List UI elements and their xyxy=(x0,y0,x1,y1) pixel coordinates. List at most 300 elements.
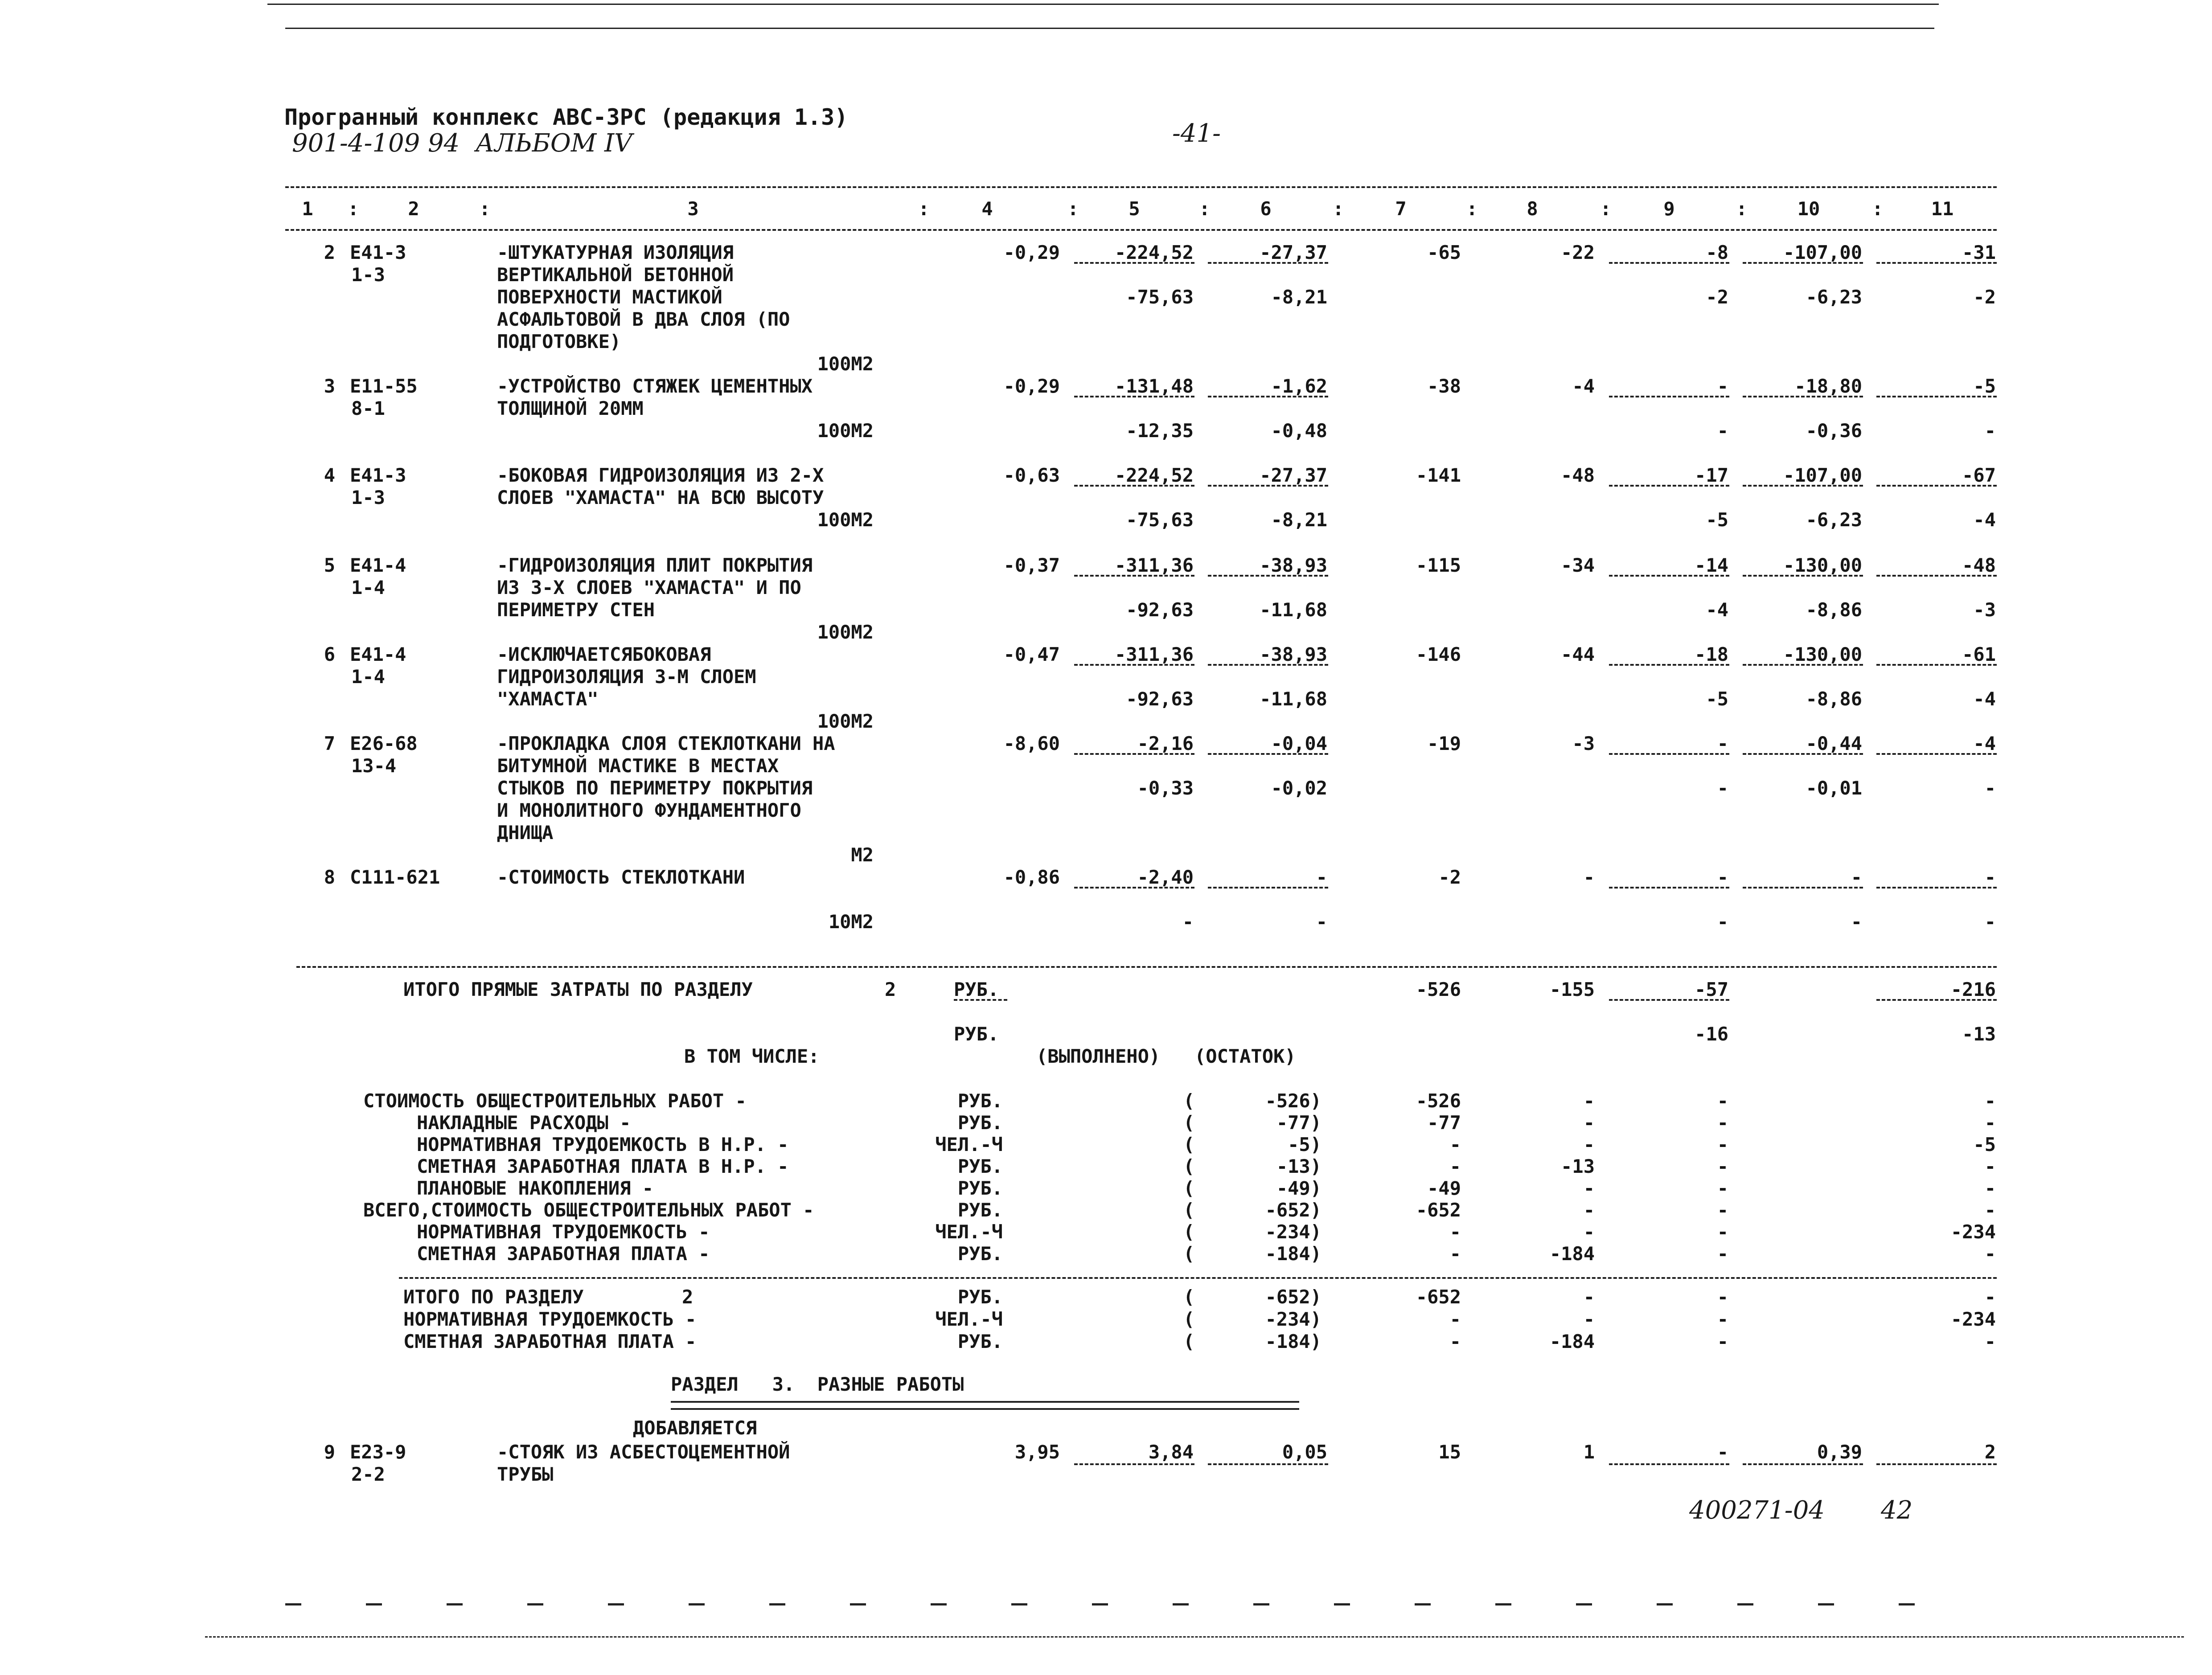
item-col-9: -17 xyxy=(1695,464,1728,486)
item-col-11-second: - xyxy=(1984,420,1996,442)
section-total-col-8: -184 xyxy=(1549,1331,1595,1352)
breakdown-unit: РУБ. xyxy=(957,1177,1003,1199)
item-col-11-second: - xyxy=(1984,777,1996,799)
bottom-dash xyxy=(931,1603,947,1605)
item-col-11: -48 xyxy=(1962,554,1996,576)
paren-open: ( xyxy=(1183,1134,1195,1155)
section-total-section: 2 xyxy=(682,1286,694,1308)
breakdown-value: -526) xyxy=(1265,1090,1321,1112)
item-col-10: -0,44 xyxy=(1806,733,1862,754)
item-col-6: -38,93 xyxy=(1260,643,1327,665)
bottom-dash xyxy=(366,1603,382,1605)
bottom-dash xyxy=(608,1603,624,1605)
top-edge-line-2 xyxy=(285,28,1934,29)
breakdown-value: -184) xyxy=(1265,1243,1321,1265)
breakdown-label: ПЛАНОВЫЕ НАКОПЛЕНИЯ - xyxy=(417,1177,654,1199)
item-col-9-second: - xyxy=(1717,777,1728,799)
item-code: E41-3 xyxy=(350,464,406,486)
item-code: E41-4 xyxy=(350,643,406,665)
item-underline-5 xyxy=(1074,485,1194,487)
item-col-8: -4 xyxy=(1572,375,1595,397)
sec3-underline-10 xyxy=(1743,1463,1863,1465)
paren-open: ( xyxy=(1183,1243,1195,1265)
sec3-col-7: 15 xyxy=(1438,1441,1461,1463)
item-description-line: -УСТРОЙСТВО СТЯЖЕК ЦЕМЕНТНЫХ xyxy=(497,375,813,397)
sec3-col-6: 0,05 xyxy=(1282,1441,1327,1463)
bottom-dash xyxy=(285,1603,301,1605)
breakdown-unit: ЧЕЛ.-Ч xyxy=(935,1221,1003,1243)
item-col-11-second: - xyxy=(1984,911,1996,933)
item-col-9-second: - xyxy=(1717,420,1728,442)
item-col-9: -14 xyxy=(1695,554,1728,576)
item-col-10-second: -6,23 xyxy=(1806,509,1862,531)
item-description-line: СЛОЕВ "ХАМАСТА" НА ВСЮ ВЫСОТУ xyxy=(497,487,824,508)
breakdown-col-7: -49 xyxy=(1427,1177,1461,1199)
item-col-9: - xyxy=(1717,733,1728,754)
item-underline-5 xyxy=(1074,664,1194,666)
item-col-6: - xyxy=(1316,866,1327,888)
item-description-line: -ИСКЛЮЧАЕТСЯБОКОВАЯ xyxy=(497,643,711,665)
item-col-5: -311,36 xyxy=(1114,643,1194,665)
item-number: 6 xyxy=(324,643,335,665)
bottom-dash xyxy=(1576,1603,1592,1605)
item-description-line: АСФАЛЬТОВОЙ В ДВА СЛОЯ (ПО xyxy=(497,308,790,330)
breakdown-value: -234) xyxy=(1265,1221,1321,1243)
item-code-2: 8-1 xyxy=(351,397,385,419)
item-description-line: -ГИДРОИЗОЛЯЦИЯ ПЛИТ ПОКРЫТИЯ xyxy=(497,554,813,576)
breakdown-end-rule xyxy=(399,1277,1997,1279)
section-total-label: СМЕТНАЯ ЗАРАБОТНАЯ ПЛАТА - xyxy=(403,1331,697,1352)
section-total-col-9: - xyxy=(1717,1286,1728,1308)
item-description-line: ТОЛЩИНОЙ 20ММ xyxy=(497,397,644,419)
item-code-2: 1-3 xyxy=(351,264,385,286)
column-separator: : xyxy=(918,198,930,220)
column-header-4: 4 xyxy=(981,198,993,220)
item-col-6-second: - xyxy=(1316,911,1327,933)
item-col-10: - xyxy=(1851,866,1862,888)
direct-total-col-9: -57 xyxy=(1695,979,1728,1000)
breakdown-label: НОРМАТИВНАЯ ТРУДОЕМКОСТЬ В Н.Р. - xyxy=(417,1134,789,1155)
item-underline-5 xyxy=(1074,396,1194,397)
item-col-5: -224,52 xyxy=(1114,242,1194,263)
paren-open: ( xyxy=(1183,1221,1195,1243)
item-underline-9 xyxy=(1609,575,1729,577)
item-col-4: -0,37 xyxy=(1003,554,1060,576)
program-title: Програнный конплекс АВС-3РС (редакция 1.3) xyxy=(284,104,848,130)
item-col-11: -67 xyxy=(1962,464,1996,486)
item-description-line: ИЗ 3-Х СЛОЕВ "ХАМАСТА" И ПО xyxy=(497,577,801,598)
item-col-8: -3 xyxy=(1572,733,1595,754)
paren-open: ( xyxy=(1183,1155,1195,1177)
item-code-2: 1-3 xyxy=(351,487,385,508)
items-end-rule xyxy=(296,966,1997,968)
item-code: E26-68 xyxy=(350,733,418,754)
item-underline-9 xyxy=(1609,664,1729,666)
item-col-6: -27,37 xyxy=(1260,242,1327,263)
column-header-2: 2 xyxy=(408,198,419,220)
breakdown-value: -13) xyxy=(1276,1155,1321,1177)
direct-total-col-11: -216 xyxy=(1950,979,1996,1000)
breakdown-label: СМЕТНАЯ ЗАРАБОТНАЯ ПЛАТА В Н.Р. - xyxy=(417,1155,789,1177)
breakdown-col-11: - xyxy=(1984,1155,1996,1177)
item-col-5: -311,36 xyxy=(1114,554,1194,576)
item-underline-9 xyxy=(1609,887,1729,889)
item-col-10: -130,00 xyxy=(1783,643,1862,665)
item-code: E41-3 xyxy=(350,242,406,263)
section-total-unit: ЧЕЛ.-Ч xyxy=(935,1308,1003,1330)
sec3-underline-5 xyxy=(1074,1463,1194,1465)
breakdown-col-9: - xyxy=(1717,1155,1728,1177)
column-separator: : xyxy=(1872,198,1884,220)
item-underline-6 xyxy=(1208,262,1328,264)
column-header-7: 7 xyxy=(1395,198,1407,220)
breakdown-col-7: - xyxy=(1449,1155,1461,1177)
bottom-dash xyxy=(1415,1603,1431,1605)
breakdown-unit: РУБ. xyxy=(957,1090,1003,1112)
item-col-7: -115 xyxy=(1416,554,1461,576)
paren-open: ( xyxy=(1183,1199,1195,1221)
item-description-line: -ШТУКАТУРНАЯ ИЗОЛЯЦИЯ xyxy=(497,242,734,263)
item-col-7: -65 xyxy=(1427,242,1461,263)
breakdown-col-11: - xyxy=(1984,1177,1996,1199)
breakdown-col-7: -77 xyxy=(1427,1112,1461,1134)
column-header-8: 8 xyxy=(1527,198,1538,220)
column-separator: : xyxy=(348,198,359,220)
item-col-7: -38 xyxy=(1427,375,1461,397)
bottom-dash xyxy=(527,1603,543,1605)
item-col-6: -38,93 xyxy=(1260,554,1327,576)
item-number: 7 xyxy=(324,733,335,754)
direct-total-label: ИТОГО ПРЯМЫЕ ЗАТРАТЫ ПО РАЗДЕЛУ xyxy=(403,979,753,1000)
direct-col9-underline xyxy=(1609,999,1729,1001)
item-col-6-second: -11,68 xyxy=(1260,599,1327,621)
item-col-7: -2 xyxy=(1438,866,1461,888)
item-col-5-second: -12,35 xyxy=(1126,420,1194,442)
item-col-8: -34 xyxy=(1561,554,1595,576)
item-col-8: -48 xyxy=(1561,464,1595,486)
item-col-11-second: -4 xyxy=(1973,509,1996,531)
sec3-underline-9 xyxy=(1609,1463,1729,1465)
breakdown-col-7: - xyxy=(1449,1221,1461,1243)
item-underline-11 xyxy=(1876,262,1997,264)
item-underline-11 xyxy=(1876,664,1997,666)
item-underline-11 xyxy=(1876,575,1997,577)
top-edge-line xyxy=(267,4,1939,5)
item-col-10: -107,00 xyxy=(1783,464,1862,486)
section-total-value: -652) xyxy=(1265,1286,1321,1308)
breakdown-col-8: -184 xyxy=(1549,1243,1595,1265)
breakdown-label: НАКЛАДНЫЕ РАСХОДЫ - xyxy=(417,1112,631,1134)
paren-open: ( xyxy=(1183,1177,1195,1199)
item-description-line: ПОВЕРХНОСТИ МАСТИКОЙ xyxy=(497,286,722,308)
breakdown-value: -652) xyxy=(1265,1199,1321,1221)
item-col-4: -0,47 xyxy=(1003,643,1060,665)
item-underline-10 xyxy=(1743,753,1863,755)
column-header-1: 1 xyxy=(302,198,313,220)
item-code-2: 1-4 xyxy=(351,577,385,598)
breakdown-unit: РУБ. xyxy=(957,1155,1003,1177)
section-total-col-8: - xyxy=(1583,1286,1595,1308)
breakdown-unit: РУБ. xyxy=(957,1243,1003,1265)
item-col-9: -8 xyxy=(1706,242,1728,263)
breakdown-col-7: - xyxy=(1449,1243,1461,1265)
section-total-col-11: - xyxy=(1984,1286,1996,1308)
section-total-col-8: - xyxy=(1583,1308,1595,1330)
breakdown-col-8: - xyxy=(1583,1221,1595,1243)
breakdown-col-11: - xyxy=(1984,1199,1996,1221)
header-top-rule xyxy=(285,186,1997,188)
done-label: (ВЫПОЛНЕНО) xyxy=(1036,1045,1161,1067)
item-code: E11-55 xyxy=(350,375,418,397)
item-col-6: -1,62 xyxy=(1271,375,1327,397)
breakdown-value: -49) xyxy=(1276,1177,1321,1199)
item-underline-6 xyxy=(1208,575,1328,577)
signature-number: 400271-04 xyxy=(1689,1496,1825,1525)
direct-total-section: 2 xyxy=(885,979,896,1000)
bottom-dash xyxy=(1495,1603,1511,1605)
bottom-dash xyxy=(1899,1603,1915,1605)
breakdown-col-9: - xyxy=(1717,1243,1728,1265)
item-underline-10 xyxy=(1743,262,1863,264)
item-unit: 100М2 xyxy=(817,621,874,643)
section-total-label: ИТОГО ПО РАЗДЕЛУ xyxy=(403,1286,584,1308)
column-header-3: 3 xyxy=(687,198,699,220)
breakdown-col-9: - xyxy=(1717,1090,1728,1112)
added-label: ДОБАВЛЯЕТСЯ xyxy=(633,1417,757,1439)
item-underline-11 xyxy=(1876,485,1997,487)
item-unit: 100М2 xyxy=(817,420,874,442)
item-unit: 100М2 xyxy=(817,353,874,375)
breakdown-value: -77) xyxy=(1276,1112,1321,1134)
breakdown-col-11: -234 xyxy=(1950,1221,1996,1243)
item-col-11: -5 xyxy=(1973,375,1996,397)
item-col-5: -2,40 xyxy=(1137,866,1194,888)
item-underline-5 xyxy=(1074,753,1194,755)
direct-total-col-8: -155 xyxy=(1549,979,1595,1000)
item-col-5-second: -0,33 xyxy=(1137,777,1194,799)
section-total-unit: РУБ. xyxy=(957,1286,1003,1308)
item-col-11: -4 xyxy=(1973,733,1996,754)
item-col-8: -22 xyxy=(1561,242,1595,263)
sec3-item-number: 9 xyxy=(324,1441,335,1463)
item-col-6-second: -8,21 xyxy=(1271,509,1327,531)
page-number: -41- xyxy=(1172,119,1221,148)
column-separator: : xyxy=(1199,198,1211,220)
item-col-9-second: -5 xyxy=(1706,688,1728,710)
item-col-7: -19 xyxy=(1427,733,1461,754)
item-col-5-second: -92,63 xyxy=(1126,688,1194,710)
breakdown-col-8: -13 xyxy=(1561,1155,1595,1177)
item-col-4: -0,29 xyxy=(1003,242,1060,263)
bottom-dash xyxy=(1253,1603,1269,1605)
section-total-col-7: - xyxy=(1449,1308,1461,1330)
item-col-9-second: -5 xyxy=(1706,509,1728,531)
paren-open: ( xyxy=(1183,1112,1195,1134)
item-description-line: СТЫКОВ ПО ПЕРИМЕТРУ ПОКРЫТИЯ xyxy=(497,777,813,799)
remainder-label: (ОСТАТОК) xyxy=(1194,1045,1296,1067)
section-3-underline xyxy=(671,1401,1299,1410)
bottom-edge-line xyxy=(205,1636,2184,1638)
breakdown-value: -5) xyxy=(1288,1134,1321,1155)
item-underline-10 xyxy=(1743,396,1863,397)
bottom-dash xyxy=(447,1603,463,1605)
paren-open: ( xyxy=(1183,1308,1195,1330)
section-total-col-11: - xyxy=(1984,1331,1996,1352)
item-col-5: -131,48 xyxy=(1114,375,1194,397)
item-underline-9 xyxy=(1609,262,1729,264)
section-total-col-11: -234 xyxy=(1950,1308,1996,1330)
bottom-dash xyxy=(1737,1603,1753,1605)
item-code-2: 13-4 xyxy=(351,755,397,777)
column-header-9: 9 xyxy=(1663,198,1675,220)
item-description-line: ПЕРИМЕТРУ СТЕН xyxy=(497,599,655,621)
item-description-line: ДНИЩА xyxy=(497,822,554,844)
breakdown-col-8: - xyxy=(1583,1112,1595,1134)
direct-total-col-11-second: -13 xyxy=(1962,1023,1996,1045)
sec3-col-4: 3,95 xyxy=(1014,1441,1060,1463)
item-col-11: -61 xyxy=(1962,643,1996,665)
item-col-10-second: -6,23 xyxy=(1806,286,1862,308)
column-header-10: 10 xyxy=(1797,198,1820,220)
item-col-4: -0,86 xyxy=(1003,866,1060,888)
breakdown-col-8: - xyxy=(1583,1199,1595,1221)
item-col-5-second: -75,63 xyxy=(1126,509,1194,531)
direct-total-col-7: -526 xyxy=(1416,979,1461,1000)
item-col-7: -141 xyxy=(1416,464,1461,486)
item-col-6-second: -11,68 xyxy=(1260,688,1327,710)
breakdown-col-7: -652 xyxy=(1416,1199,1461,1221)
bottom-dash xyxy=(769,1603,785,1605)
column-header-11: 11 xyxy=(1931,198,1954,220)
bottom-dash xyxy=(1334,1603,1350,1605)
item-col-4: -0,29 xyxy=(1003,375,1060,397)
item-col-5-second: -75,63 xyxy=(1126,286,1194,308)
item-underline-6 xyxy=(1208,887,1328,889)
direct-total-unit-2: РУБ. xyxy=(954,1023,999,1045)
item-number: 4 xyxy=(324,464,335,486)
item-col-9-second: -4 xyxy=(1706,599,1728,621)
item-col-6: -0,04 xyxy=(1271,733,1327,754)
breakdown-col-8: - xyxy=(1583,1177,1595,1199)
direct-unit-underline xyxy=(954,999,1007,1001)
item-col-6-second: -0,02 xyxy=(1271,777,1327,799)
breakdown-unit: РУБ. xyxy=(957,1199,1003,1221)
section-total-value: -234) xyxy=(1265,1308,1321,1330)
sec3-col-5: 3,84 xyxy=(1148,1441,1194,1463)
column-header-6: 6 xyxy=(1260,198,1272,220)
bottom-dash xyxy=(1657,1603,1673,1605)
item-underline-11 xyxy=(1876,753,1997,755)
section-3-title: РАЗДЕЛ 3. РАЗНЫЕ РАБОТЫ xyxy=(671,1373,964,1395)
item-code: E41-4 xyxy=(350,554,406,576)
breakdown-label: НОРМАТИВНАЯ ТРУДОЕМКОСТЬ - xyxy=(417,1221,710,1243)
direct-col11-underline xyxy=(1876,999,1997,1001)
sec3-col-11: 2 xyxy=(1984,1441,1996,1463)
item-unit: 100М2 xyxy=(817,509,874,531)
item-description-line: "ХАМАСТА" xyxy=(497,688,599,710)
item-col-10-second: -8,86 xyxy=(1806,599,1862,621)
item-col-10: -107,00 xyxy=(1783,242,1862,263)
item-code: C111-621 xyxy=(350,866,440,888)
sec3-col-9: - xyxy=(1717,1441,1728,1463)
item-col-11-second: -3 xyxy=(1973,599,1996,621)
column-separator: : xyxy=(1466,198,1478,220)
breakdown-col-11: - xyxy=(1984,1090,1996,1112)
column-header-5: 5 xyxy=(1129,198,1140,220)
item-underline-9 xyxy=(1609,485,1729,487)
item-col-6-second: -0,48 xyxy=(1271,420,1327,442)
bottom-dash xyxy=(1011,1603,1027,1605)
breakdown-col-7: -526 xyxy=(1416,1090,1461,1112)
item-col-9-second: -2 xyxy=(1706,286,1728,308)
item-col-9: - xyxy=(1717,866,1728,888)
item-col-9: -18 xyxy=(1695,643,1728,665)
breakdown-col-11: - xyxy=(1984,1112,1996,1134)
sec3-item-code: E23-9 xyxy=(350,1441,406,1463)
item-col-10: -18,80 xyxy=(1794,375,1862,397)
item-description-line: -ПРОКЛАДКА СЛОЯ СТЕКЛОТКАНИ НА xyxy=(497,733,835,754)
sec3-col-8: 1 xyxy=(1583,1441,1595,1463)
breakdown-col-8: - xyxy=(1583,1134,1595,1155)
item-number: 8 xyxy=(324,866,335,888)
item-underline-10 xyxy=(1743,664,1863,666)
sec3-underline-6 xyxy=(1208,1463,1328,1465)
breakdown-col-9: - xyxy=(1717,1134,1728,1155)
bottom-dash xyxy=(689,1603,705,1605)
breakdown-label: СТОИМОСТЬ ОБЩЕСТРОИТЕЛЬНЫХ РАБОТ - xyxy=(363,1090,747,1112)
item-col-6: -27,37 xyxy=(1260,464,1327,486)
item-description-line: И МОНОЛИТНОГО ФУНДАМЕНТНОГО xyxy=(497,799,801,821)
item-underline-10 xyxy=(1743,575,1863,577)
item-col-5-second: -92,63 xyxy=(1126,599,1194,621)
item-underline-11 xyxy=(1876,887,1997,889)
item-col-4: -8,60 xyxy=(1003,733,1060,754)
item-unit: 100М2 xyxy=(817,710,874,732)
item-underline-10 xyxy=(1743,887,1863,889)
column-separator: : xyxy=(1736,198,1748,220)
column-separator: : xyxy=(1067,198,1079,220)
item-unit: 10М2 xyxy=(828,911,874,933)
bottom-dash xyxy=(1092,1603,1108,1605)
item-col-5: -2,16 xyxy=(1137,733,1194,754)
bottom-dash xyxy=(850,1603,866,1605)
bottom-dash xyxy=(1818,1603,1834,1605)
bottom-dash xyxy=(1173,1603,1189,1605)
item-description-line: ГИДРОИЗОЛЯЦИЯ 3-М СЛОЕМ xyxy=(497,666,756,688)
item-col-7: -146 xyxy=(1416,643,1461,665)
section-total-label: НОРМАТИВНАЯ ТРУДОЕМКОСТЬ - xyxy=(403,1308,697,1330)
item-underline-5 xyxy=(1074,887,1194,889)
item-unit: М2 xyxy=(851,844,874,866)
sec3-underline-11 xyxy=(1876,1463,1997,1465)
item-underline-6 xyxy=(1208,396,1328,397)
sec3-description-line: -СТОЯК ИЗ АСБЕСТОЦЕМЕНТНОЙ xyxy=(497,1441,790,1463)
item-underline-5 xyxy=(1074,262,1194,264)
item-underline-9 xyxy=(1609,396,1729,397)
breakdown-col-11: - xyxy=(1984,1243,1996,1265)
direct-total-col-9-second: -16 xyxy=(1695,1023,1728,1045)
breakdown-label: ВСЕГО,СТОИМОСТЬ ОБЩЕСТРОИТЕЛЬНЫХ РАБОТ - xyxy=(363,1199,814,1221)
item-col-8: - xyxy=(1583,866,1595,888)
item-description-line: БИТУМНОЙ МАСТИКЕ В МЕСТАХ xyxy=(497,755,779,777)
item-col-10-second: -0,01 xyxy=(1806,777,1862,799)
item-underline-9 xyxy=(1609,753,1729,755)
breakdown-col-9: - xyxy=(1717,1221,1728,1243)
sheet-number: 42 xyxy=(1881,1496,1913,1525)
item-col-10-second: -8,86 xyxy=(1806,688,1862,710)
section-total-col-9: - xyxy=(1717,1308,1728,1330)
breakdown-label: СМЕТНАЯ ЗАРАБОТНАЯ ПЛАТА - xyxy=(417,1243,710,1265)
